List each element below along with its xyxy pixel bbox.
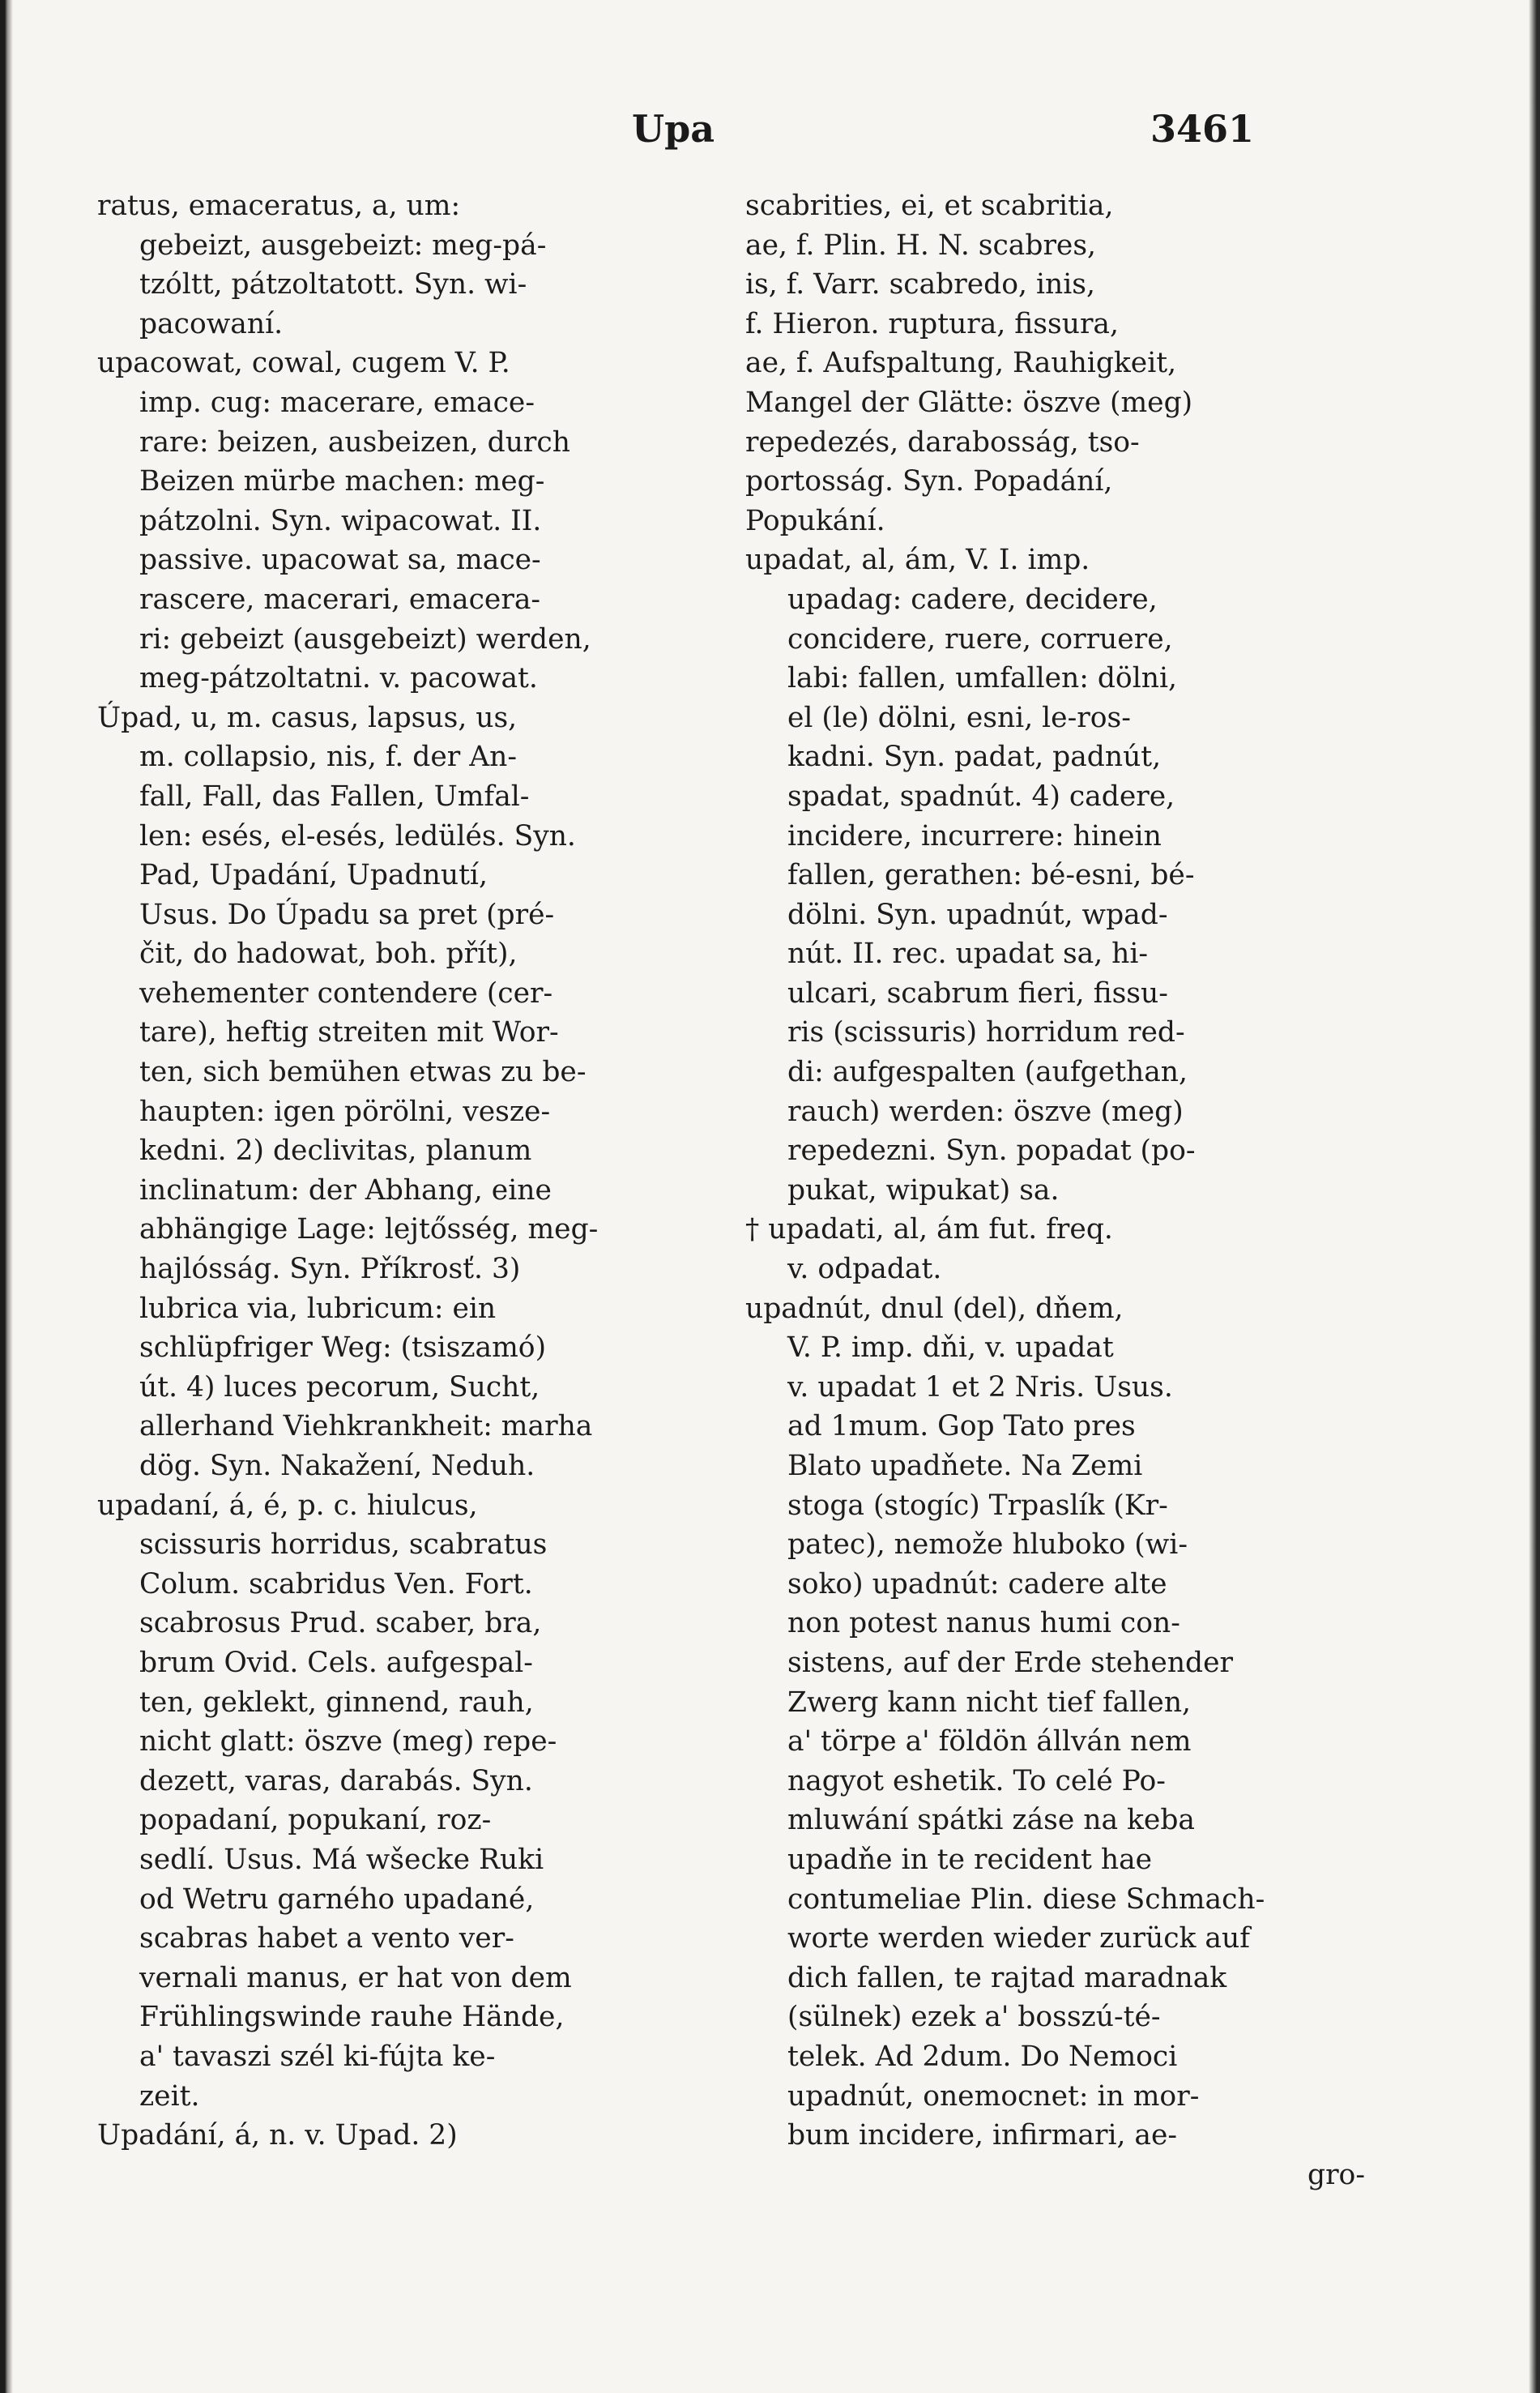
text-line: patec), nemože hluboko (wi- <box>787 1528 1188 1562</box>
text-line: labi: fallen, umfallen: dölni, <box>787 662 1177 695</box>
text-line: vehementer contendere (cer- <box>139 976 553 1010</box>
text-line: inclinatum: der Abhang, eine <box>139 1173 552 1207</box>
text-line: Úpad, u, m. casus, lapsus, us, <box>97 701 518 734</box>
text-line: út. 4) luces pecorum, Sucht, <box>139 1370 540 1404</box>
text-line: rauch) werden: öszve (meg) <box>787 1095 1184 1128</box>
text-line: haupten: igen pörölni, vesze- <box>139 1095 551 1128</box>
text-line: rare: beizen, ausbeizen, durch <box>139 425 570 459</box>
text-line: ten, geklekt, ginnend, rauh, <box>139 1686 534 1719</box>
text-line: contumeliae Plin. diese Schmach- <box>787 1882 1265 1916</box>
text-line: † upadati, al, ám fut. freq. <box>745 1213 1113 1246</box>
text-line: meg-pátzoltatni. v. pacowat. <box>139 662 538 695</box>
text-line: upacowat, cowal, cugem V. P. <box>97 347 510 380</box>
text-line: abhängige Lage: lejtősség, meg- <box>139 1213 599 1246</box>
text-line: upadnút, onemocnet: in mor- <box>787 2079 1200 2113</box>
text-line: stoga (stogíc) Trpaslík (Kr- <box>787 1489 1168 1522</box>
text-line: popadaní, popukaní, roz- <box>139 1804 492 1837</box>
text-line: Mangel der Glätte: öszve (meg) <box>745 386 1193 419</box>
text-line: soko) upadnút: cadere alte <box>787 1567 1167 1600</box>
text-line: telek. Ad 2dum. Do Nemoci <box>787 2040 1178 2073</box>
text-line: pátzolni. Syn. wipacowat. II. <box>139 504 542 537</box>
text-line: upadnút, dnul (del), dňem, <box>745 1292 1124 1325</box>
text-line: zeit. <box>139 2079 200 2113</box>
text-line: nút. II. rec. upadat sa, hi- <box>787 938 1149 971</box>
text-line: Upadání, á, n. v. Upad. 2) <box>97 2119 458 2152</box>
text-line: ae, f. Plin. H. N. scabres, <box>745 229 1097 262</box>
text-line: sedlí. Usus. Má wšecke Ruki <box>139 1843 544 1876</box>
text-line: tzóltt, pátzoltatott. Syn. wi- <box>139 268 527 301</box>
text-line: spadat, spadnút. 4) cadere, <box>787 780 1175 813</box>
text-line: pacowaní. <box>139 307 284 340</box>
text-line: scabras habet a vento ver- <box>139 1922 514 1955</box>
text-line: ten, sich bemühen etwas zu be- <box>139 1056 587 1089</box>
page-edge-shadow <box>1529 0 1540 2393</box>
text-line: sistens, auf der Erde stehender <box>787 1646 1234 1679</box>
text-line: rascere, macerari, emacera- <box>139 583 541 616</box>
text-line: fall, Fall, das Fallen, Umfal- <box>139 780 530 813</box>
text-line: incidere, incurrere: hinein <box>787 819 1162 853</box>
text-line: a' tavaszi szél ki-fújta ke- <box>139 2040 496 2073</box>
text-line: Popukání. <box>745 504 885 537</box>
text-line: tare), heftig streiten mit Wor- <box>139 1016 559 1049</box>
text-line: gebeizt, ausgebeizt: meg-pá- <box>139 229 547 262</box>
text-line: kadni. Syn. padat, padnút, <box>787 741 1162 774</box>
text-line: nicht glatt: öszve (meg) repe- <box>139 1725 557 1758</box>
text-line: Blato upadňete. Na Zemi <box>787 1450 1143 1482</box>
book-spine-shadow <box>0 0 13 2393</box>
text-line: dich fallen, te rajtad maradnak <box>787 1961 1227 1994</box>
text-line: brum Ovid. Cels. aufgespal- <box>139 1646 533 1679</box>
text-line: dölni. Syn. upadnút, wpad- <box>787 898 1168 931</box>
text-line: scissuris horridus, scabratus <box>139 1528 548 1562</box>
text-line: schlüpfriger Weg: (tsiszamó) <box>139 1331 547 1365</box>
running-head-word: Upa <box>632 107 715 151</box>
page-number: 3461 <box>1150 107 1255 151</box>
text-line: Colum. scabridus Ven. Fort. <box>139 1567 533 1600</box>
text-line: ri: gebeizt (ausgebeizt) werden, <box>139 622 591 656</box>
text-line: non potest nanus humi con- <box>787 1607 1180 1640</box>
text-line: di: aufgespalten (aufgethan, <box>787 1056 1188 1089</box>
text-line: Frühlingswinde rauhe Hände, <box>139 2001 565 2034</box>
text-line: od Wetru garného upadané, <box>139 1882 535 1916</box>
text-line: v. odpadat. <box>787 1253 942 1286</box>
right-column <box>745 186 1365 2194</box>
text-line: gro- <box>1307 2158 1365 2191</box>
text-line: repedezés, darabosság, tso- <box>745 425 1140 459</box>
text-line: vernali manus, er hat von dem <box>139 1961 572 1994</box>
text-line: is, f. Varr. scabredo, inis, <box>745 268 1095 301</box>
text-line: pukat, wipukat) sa. <box>787 1173 1060 1207</box>
text-line: Usus. Do Úpadu sa pret (pré- <box>139 898 555 931</box>
text-line: ae, f. Aufspaltung, Rauhigkeit, <box>745 347 1177 380</box>
text-line: fallen, gerathen: bé-esni, bé- <box>787 859 1195 892</box>
text-line: ulcari, scabrum fieri, fissu- <box>787 976 1168 1010</box>
text-line: Beizen mürbe machen: meg- <box>139 465 545 498</box>
text-line: worte werden wieder zurück auf <box>787 1922 1250 1955</box>
text-line: ratus, emaceratus, a, um: <box>97 190 461 222</box>
text-line: bum incidere, infirmari, ae- <box>787 2119 1178 2152</box>
text-line: ris (scissuris) horridum red- <box>787 1016 1185 1049</box>
text-line: portosság. Syn. Popadání, <box>745 465 1113 498</box>
text-line: m. collapsio, nis, f. der An- <box>139 741 518 774</box>
left-column <box>97 186 685 2156</box>
text-line: mluwání spátki záse na keba <box>787 1804 1195 1837</box>
text-line: allerhand Viehkrankheit: marha <box>139 1410 593 1443</box>
text-line: v. upadat 1 et 2 Nris. Usus. <box>787 1370 1173 1404</box>
text-line: nagyot eshetik. To celé Po- <box>787 1764 1166 1797</box>
text-line: Zwerg kann nicht tief fallen, <box>787 1686 1192 1719</box>
text-line: el (le) dölni, esni, le-ros- <box>787 701 1131 734</box>
text-line: lubrica via, lubricum: ein <box>139 1292 497 1325</box>
page-header <box>0 107 1540 164</box>
text-line: čit, do hadowat, boh. přít), <box>139 938 518 971</box>
text-line: kedni. 2) declivitas, planum <box>139 1135 532 1168</box>
text-line: V. P. imp. dňi, v. upadat <box>787 1331 1114 1365</box>
text-line: upadňe in te recident hae <box>787 1843 1153 1876</box>
text-line: hajlósság. Syn. Příkrosť. 3) <box>139 1253 521 1286</box>
text-line: passive. upacowat sa, mace- <box>139 544 541 577</box>
text-line: Pad, Upadání, Upadnutí, <box>139 859 488 892</box>
text-line: dög. Syn. Nakažení, Neduh. <box>139 1450 535 1482</box>
text-line: a' törpe a' földön állván nem <box>787 1725 1192 1758</box>
text-line: f. Hieron. ruptura, fissura, <box>745 307 1119 340</box>
text-line: upadag: cadere, decidere, <box>787 583 1158 616</box>
text-line: ad 1mum. Gop Tato pres <box>787 1410 1136 1443</box>
text-line: upadaní, á, é, p. c. hiulcus, <box>97 1489 478 1522</box>
text-line: len: esés, el-esés, ledülés. Syn. <box>139 819 576 853</box>
column-gutter <box>713 174 715 2249</box>
text-line: repedezni. Syn. popadat (po- <box>787 1135 1196 1168</box>
text-line: dezett, varas, darabás. Syn. <box>139 1764 533 1797</box>
text-line: scabrities, ei, et scabritia, <box>745 190 1114 222</box>
text-line: scabrosus Prud. scaber, bra, <box>139 1607 542 1640</box>
text-line: concidere, ruere, corruere, <box>787 622 1173 656</box>
text-line: imp. cug: macerare, emace- <box>139 386 535 419</box>
text-line: upadat, al, ám, V. I. imp. <box>745 544 1090 577</box>
text-line: (sülnek) ezek a' bosszú-té- <box>787 2001 1161 2034</box>
